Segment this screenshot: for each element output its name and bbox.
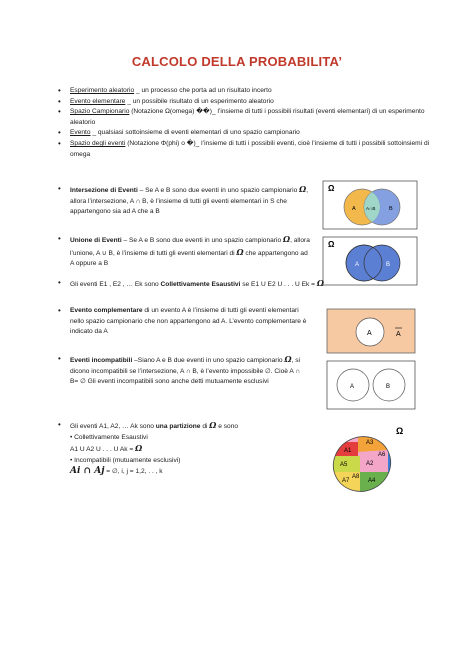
intersection-venn-diagram (322, 180, 418, 230)
set-a-label: A (367, 330, 372, 337)
definition-term: Spazio degli eventi (70, 139, 126, 147)
definition-item (58, 97, 438, 108)
incompatible-section (58, 354, 310, 388)
union-heading: Unione di Eventi (70, 237, 122, 244)
bullet: • (58, 184, 61, 193)
exhaustive-bold: Collettivamente Esaustivi (160, 281, 241, 288)
exhaustive-section (58, 278, 398, 291)
partition-text: Gli eventi A1, A2, … Ak sono (70, 423, 156, 430)
definition-text: _ un possibile risultato di un esperimento aleatorio (125, 97, 274, 105)
bullet: • (58, 306, 61, 315)
definition-text: (Notazione Ω(omega) ��)_ l’insieme di tutti i possibili risultati (eventi elementari) di un esperimento aleatorio (70, 108, 425, 126)
bullet: • (58, 278, 61, 287)
partition-line (70, 420, 318, 433)
union-text: che appartengono ad A oppure a B (70, 249, 308, 268)
incompatible-text: , si dicono incompatibili se l’intersezione, A ∩ B, è l’evento impossibile ∅. Cioè A ∩ B= ∅ Gli eventi incompatibili sono anche detti mutuamente esclusivi (70, 357, 301, 386)
definition-term: Evento (70, 129, 91, 137)
region-a1-label: A1 (344, 448, 352, 454)
incompatible-heading: Eventi incompatibili (70, 357, 133, 364)
incompatible-venn-diagram (326, 360, 416, 410)
omega-label: Ω (328, 184, 335, 193)
exhaustive-text: se E1 U E2 U . . . U Ek = (240, 281, 317, 288)
partition-text: e sono (216, 423, 239, 430)
definition-text: _ qualsiasi sottoinsieme di eventi elementari di uno spazio campionario (90, 129, 300, 137)
omega-symbol: Ω (299, 184, 307, 194)
set-a-label: A (355, 262, 360, 268)
intersection-text: , allora l’intersezione, A ∩ B, è l’insieme di tutti gli eventi elementari in S che appartengono sia ad A che a B (70, 187, 309, 216)
intersection-heading: Intersezione di Eventi (70, 187, 138, 194)
partition-line: • Incompatibili (mutuamente esclusivi) (70, 456, 181, 464)
omega-symbol: Ω (135, 443, 143, 454)
bullet: • (58, 354, 61, 363)
partition-formula: Ai ∩ Aj (70, 466, 105, 477)
union-text: – Se A e B sono due eventi in uno spazio campionario (121, 237, 283, 244)
definition-item (58, 128, 438, 139)
omega-label: Ω (396, 426, 404, 436)
bullet: • (58, 234, 61, 243)
complement-section (58, 306, 310, 338)
complement-label: A (396, 331, 401, 338)
set-a-label: A (352, 206, 356, 212)
omega-symbol: Ω (236, 246, 244, 257)
definition-item (58, 139, 438, 160)
partition-text: di (200, 423, 210, 430)
omega-label: Ω (328, 240, 335, 249)
partition-section (58, 420, 318, 478)
definition-item (58, 86, 438, 97)
partition-bold: una partizione (155, 423, 201, 430)
definition-term: Spazio Campionario (70, 108, 130, 116)
partition-line (70, 466, 318, 478)
definition-item (58, 107, 438, 128)
definition-term: Evento elementare (70, 97, 126, 105)
set-b-label: B (386, 384, 391, 390)
union-text: , allora l’unione, A ∪ B, è l’insieme di tutti gli eventi elementari di (70, 237, 310, 257)
partition-line (70, 443, 318, 456)
partition-line: • Collettivamente Esaustivi (70, 433, 148, 441)
complement-diagram (326, 308, 416, 354)
region-a7-label: A7 (342, 478, 350, 484)
definition-term: Esperimento aleatorio (70, 87, 135, 94)
omega-symbol: Ω (316, 278, 324, 288)
region-a2-label: A2 (366, 461, 374, 467)
incompatible-text: –Siano A e B due eventi in uno spazio campionario (132, 357, 285, 364)
set-b-label: B (389, 206, 393, 212)
region-a3-label: A3 (366, 440, 374, 446)
region-a6-label: A6 (378, 452, 386, 458)
bullet: • (58, 420, 61, 429)
partition-text: A1 U A2 U . . . U Ak = (70, 446, 136, 454)
exhaustive-text: Gli eventi E1 , E2 , … Ek sono (70, 281, 161, 288)
region-a8-label: A8 (352, 474, 360, 480)
set-b-label: B (386, 262, 391, 268)
omega-symbol: Ω (284, 354, 292, 364)
set-a-label: A (350, 384, 355, 390)
intersection-text: – Se A e B sono due eventi in uno spazio campionario (137, 187, 300, 194)
omega-symbol: Ω (282, 234, 291, 244)
union-section (58, 234, 310, 270)
partition-text: = ∅, i, j = 1,2, . . , k (104, 468, 163, 476)
intersection-label: A∩B (366, 206, 376, 211)
definition-text: _ un processo che porta ad un risultato incerto (134, 87, 272, 94)
intersection-section (58, 184, 310, 218)
definition-text: (Notazione Φ(phi) o �)_ l’insieme di tutti i possibili eventi, cioè l’insieme di tutti i possibili sottoinsiemi di omega (70, 139, 430, 158)
complement-heading: Evento complementare (70, 307, 143, 314)
definitions-list (58, 86, 438, 160)
partition-diagram (328, 420, 412, 498)
region-a4-label: A4 (368, 478, 376, 484)
page-title: CALCOLO DELLA PROBABILITA’ (131, 54, 343, 69)
complement-text: di un evento A è l’insieme di tutti gli eventi elementari nello spazio campionario che non appartengono ad A. L’evento complementare è indicato da A (70, 307, 307, 336)
omega-symbol: Ω (209, 420, 217, 430)
region-a5-label: A5 (340, 462, 348, 468)
